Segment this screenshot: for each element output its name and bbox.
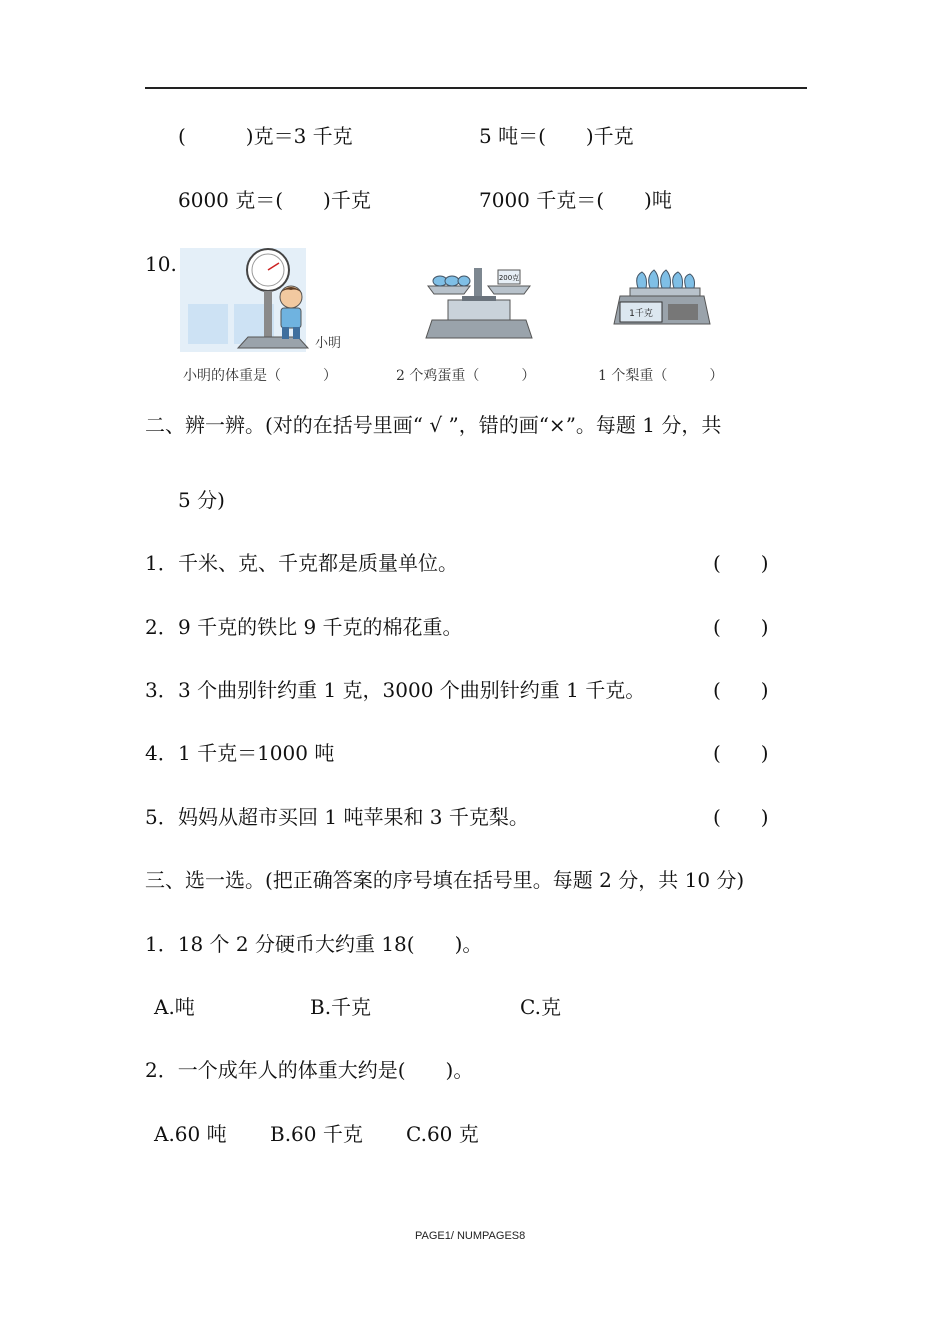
choice-1-option-b: B.千克 [310,995,372,1019]
judge-item-answer-blank: ( ) [713,551,769,575]
judge-item-number: 1． [145,551,178,575]
judge-item-answer-blank: ( ) [713,805,769,829]
judge-item-text: 9 千克的铁比 9 千克的棉花重。 [178,615,463,639]
caption-boy-weight: 小明的体重是（ ） [183,368,337,384]
judge-item-number: 5． [145,805,178,829]
scale-display-label: 1千克 [629,309,653,319]
question-number-10: 10. [145,252,177,276]
choice-2-option-a: A.60 吨 [154,1122,227,1146]
judge-item-number: 2． [145,615,178,639]
judge-item-number: 4． [145,741,178,765]
judge-item-text: 千米、克、千克都是质量单位。 [178,551,458,575]
choice-1-option-a: A.吨 [154,995,195,1019]
conversion-blank-1: ( )克＝3 千克 [178,124,353,148]
caption-eggs-weight: 2 个鸡蛋重（ ） [396,368,536,384]
choice-question-1: 1．18 个 2 分硬币大约重 18( )。 [145,932,483,956]
choice-question-2: 2．一个成年人的体重大约是( )。 [145,1058,474,1082]
header-rule [145,87,807,89]
page-footer: PAGE1/ NUMPAGES8 [415,1230,526,1242]
judge-item-text: 1 千克＝1000 吨 [178,741,335,765]
conversion-blank-2: 5 吨＝( )千克 [479,124,634,148]
judge-item-text: 3 个曲别针约重 1 克，3000 个曲别针约重 1 千克。 [178,678,646,702]
section-3-heading: 三、选一选。(把正确答案的序号填在括号里。每题 2 分，共 10 分) [145,868,745,892]
boy-label: 小明 [315,336,342,351]
weight-label: 200克 [498,274,520,282]
balance-egg-illustration [424,262,534,346]
judge-item-answer-blank: ( ) [713,615,769,639]
conversion-blank-3: 6000 克＝( )千克 [178,188,371,212]
choice-2-option-b: B.60 千克 [270,1122,363,1146]
conversion-blank-4: 7000 千克＝( )吨 [479,188,672,212]
choice-1-option-c: C.克 [520,995,561,1019]
section-2-heading-cont: 5 分) [178,488,225,512]
judge-item-text: 妈妈从超市买回 1 吨苹果和 3 千克梨。 [178,805,529,829]
digital-scale-pear-illustration [612,262,712,334]
section-2-heading: 二、辨一辨。(对的在括号里画“ √ ”，错的画“×”。每题 1 分，共 [145,413,722,437]
judge-item-number: 3． [145,678,178,702]
choice-2-option-c: C.60 克 [406,1122,479,1146]
judge-item-answer-blank: ( ) [713,741,769,765]
body-scale-illustration [178,244,348,356]
caption-pear-weight: 1 个梨重（ ） [598,368,724,384]
judge-item-answer-blank: ( ) [713,678,769,702]
